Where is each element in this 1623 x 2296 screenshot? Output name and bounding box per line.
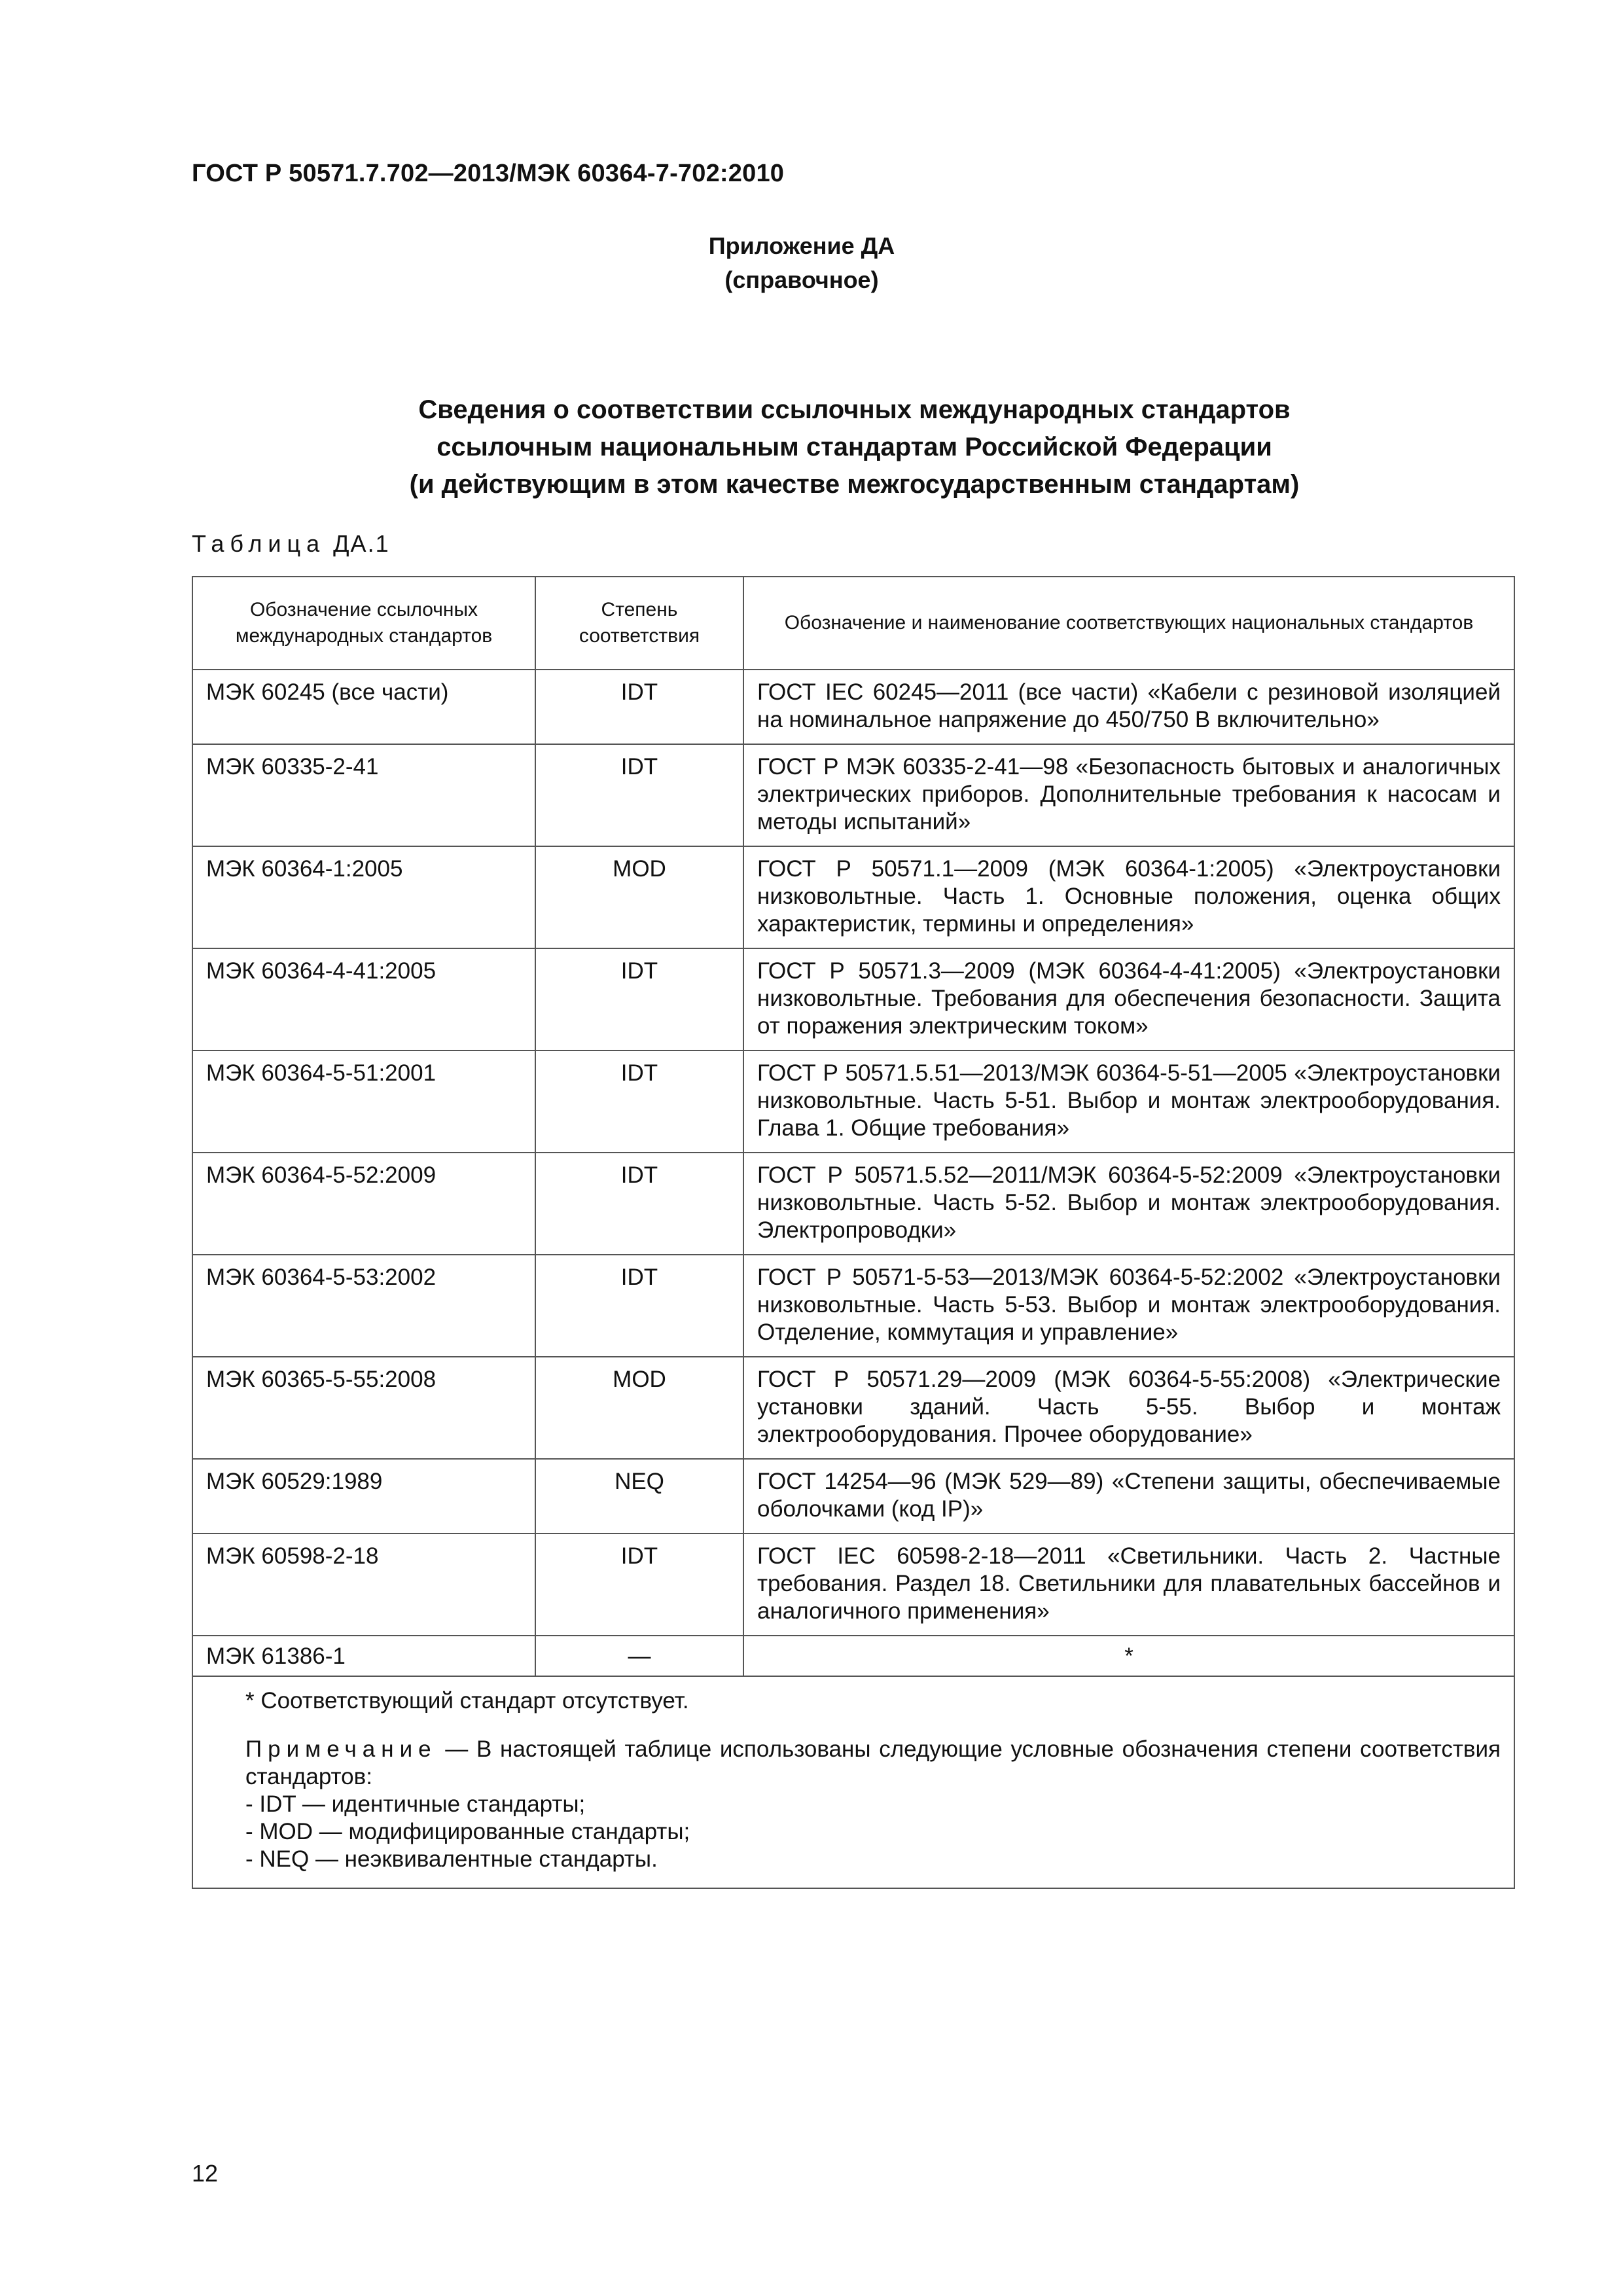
title-line-2: ссылочным национальным стандартам Российской Федерации (437, 433, 1272, 461)
degree-cell: NEQ (535, 1459, 743, 1534)
annex-label: Приложение ДА (708, 232, 895, 259)
degree-cell: IDT (535, 1534, 743, 1636)
note-item: - IDT — идентичные стандарты; (245, 1791, 1501, 1818)
note-label: Примечание (245, 1736, 437, 1762)
degree-cell: IDT (535, 1255, 743, 1357)
intl-standard-cell: МЭК 60364-5-51:2001 (192, 1050, 535, 1153)
intl-standard-cell: МЭК 60365-5-55:2008 (192, 1357, 535, 1459)
document-header: ГОСТ Р 50571.7.702—2013/МЭК 60364-7-702:2010 (192, 160, 785, 187)
table-row (192, 1255, 1514, 1357)
table-row (192, 846, 1514, 948)
annex-type: (справочное) (724, 266, 879, 293)
table-row (192, 1050, 1514, 1153)
table-notes-row (192, 1676, 1514, 1888)
column-header-international: Обозначение ссылочных международных стандартов (192, 577, 535, 670)
degree-cell: IDT (535, 744, 743, 846)
intl-standard-cell: МЭК 60335-2-41 (192, 744, 535, 846)
national-standard-cell: ГОСТ IEC 60598-2-18—2011 «Светильники. Часть 2. Частные требования. Раздел 18. Светильники для плавательных бассейнов и аналогичного применения» (743, 1534, 1514, 1636)
degree-cell: — (535, 1636, 743, 1676)
table-row (192, 1534, 1514, 1636)
note-paragraph (245, 1736, 1501, 1791)
title-line-1: Сведения о соответствии ссылочных международных стандартов (418, 395, 1291, 424)
table-caption-word: Таблица (192, 530, 326, 557)
table-notes (192, 1676, 1514, 1888)
national-standard-cell: ГОСТ Р 50571.1—2009 (МЭК 60364-1:2005) «Электроустановки низковольтные. Часть 1. Основные положения, оценка общих характеристик, термины и определения» (743, 846, 1514, 948)
note-text: — В настоящей таблице использованы следующие условные обозначения степени соответствия стандартов: (245, 1736, 1501, 1789)
table-row (192, 948, 1514, 1050)
table-footnote: * Соответствующий стандарт отсутствует. (245, 1688, 689, 1713)
table-row (192, 1357, 1514, 1459)
intl-standard-cell: МЭК 61386-1 (192, 1636, 535, 1676)
degree-cell: IDT (535, 670, 743, 744)
page-number: 12 (192, 2160, 219, 2187)
national-standard-cell: ГОСТ Р 50571.29—2009 (МЭК 60364-5-55:2008) «Электрические установки зданий. Часть 5-55. Выбор и монтаж электрооборудования. Прочее оборудование» (743, 1357, 1514, 1459)
intl-standard-cell: МЭК 60529:1989 (192, 1459, 535, 1534)
note-item: - MOD — модифицированные стандарты; (245, 1818, 1501, 1846)
table-caption-id: ДА.1 (333, 530, 390, 557)
intl-standard-cell: МЭК 60364-1:2005 (192, 846, 535, 948)
correspondence-table (192, 576, 1515, 1889)
degree-cell: IDT (535, 948, 743, 1050)
intl-standard-cell: МЭК 60364-5-52:2009 (192, 1153, 535, 1255)
degree-cell: IDT (535, 1153, 743, 1255)
table-row (192, 1153, 1514, 1255)
column-header-national: Обозначение и наименование соответствующих национальных стандартов (743, 577, 1514, 670)
column-header-degree: Степень соответствия (535, 577, 743, 670)
table-caption (192, 530, 390, 558)
degree-cell: MOD (535, 846, 743, 948)
note-item: - NEQ — неэквивалентные стандарты. (245, 1846, 1501, 1873)
table-row (192, 670, 1514, 744)
national-standard-cell: * (743, 1636, 1514, 1676)
table-row (192, 744, 1514, 846)
national-standard-cell: ГОСТ IEC 60245—2011 (все части) «Кабели с резиновой изоляцией на номинальное напряжение до 450/750 В включительно» (743, 670, 1514, 744)
table-row (192, 1636, 1514, 1676)
note-list (245, 1791, 1501, 1873)
table-header-row (192, 577, 1514, 670)
national-standard-cell: ГОСТ Р 50571.5.51—2013/МЭК 60364-5-51—2005 «Электроустановки низковольтные. Часть 5-51. Выбор и монтаж электрооборудования. Глава 1. Общие требования» (743, 1050, 1514, 1153)
page-title (192, 391, 1517, 503)
title-line-3: (и действующим в этом качестве межгосударственным стандартам) (409, 470, 1300, 499)
national-standard-cell: ГОСТ 14254—96 (МЭК 529—89) «Степени защиты, обеспечиваемые оболочками (код IP)» (743, 1459, 1514, 1534)
table-row (192, 1459, 1514, 1534)
national-standard-cell: ГОСТ Р 50571.3—2009 (МЭК 60364-4-41:2005) «Электроустановки низковольтные. Требования для обеспечения безопасности. Защита от поражения электрическим током» (743, 948, 1514, 1050)
annex-heading (668, 229, 936, 297)
intl-standard-cell: МЭК 60598-2-18 (192, 1534, 535, 1636)
degree-cell: IDT (535, 1050, 743, 1153)
intl-standard-cell: МЭК 60245 (все части) (192, 670, 535, 744)
national-standard-cell: ГОСТ Р МЭК 60335-2-41—98 «Безопасность бытовых и аналогичных электрических приборов. Дополнительные требования к насосам и методы испытаний» (743, 744, 1514, 846)
national-standard-cell: ГОСТ Р 50571-5-53—2013/МЭК 60364-5-52:2002 «Электроустановки низковольтные. Часть 5-53. Выбор и монтаж электрооборудования. Отделение, коммутация и управление» (743, 1255, 1514, 1357)
intl-standard-cell: МЭК 60364-4-41:2005 (192, 948, 535, 1050)
intl-standard-cell: МЭК 60364-5-53:2002 (192, 1255, 535, 1357)
degree-cell: MOD (535, 1357, 743, 1459)
national-standard-cell: ГОСТ Р 50571.5.52—2011/МЭК 60364-5-52:2009 «Электроустановки низковольтные. Часть 5-52. Выбор и монтаж электрооборудования. Электропроводки» (743, 1153, 1514, 1255)
